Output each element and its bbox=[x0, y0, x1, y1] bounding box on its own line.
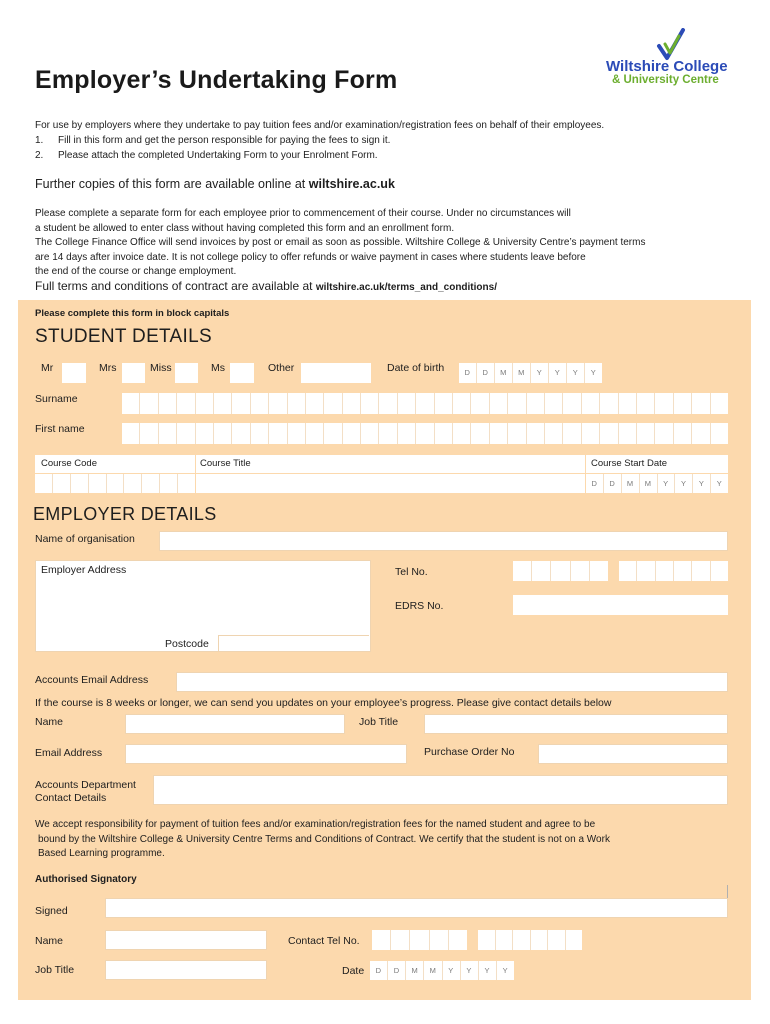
updates-note: If the course is 8 weeks or longer, we can send you updates on your employee’s progress. Please give contact details below bbox=[35, 697, 612, 709]
college-logo-name: Wiltshire College bbox=[606, 58, 728, 75]
title-ms-checkbox[interactable] bbox=[230, 363, 254, 383]
accounts-email-label: Accounts Email Address bbox=[35, 674, 149, 686]
organisation-input[interactable] bbox=[159, 531, 728, 551]
signatory-job-title-label: Job Title bbox=[35, 964, 75, 976]
title-miss-checkbox[interactable] bbox=[175, 363, 198, 383]
employer-details-heading: EMPLOYER DETAILS bbox=[33, 504, 217, 524]
tel-number-input[interactable] bbox=[619, 561, 728, 581]
further-copies-text: Further copies of this form are available online at wiltshire.ac.uk bbox=[35, 177, 395, 191]
postcode-label: Postcode bbox=[165, 638, 209, 650]
website-link[interactable]: wiltshire.ac.uk bbox=[308, 177, 395, 191]
signatory-heading: Authorised Signatory bbox=[35, 874, 137, 885]
college-logo-check-icon bbox=[655, 28, 687, 62]
employer-address-label: Employer Address bbox=[41, 564, 127, 576]
title-mrs-label: Mrs bbox=[99, 362, 117, 374]
signature-input[interactable] bbox=[105, 898, 728, 918]
intro-text bbox=[35, 118, 604, 163]
accounts-dept-input[interactable] bbox=[153, 775, 728, 805]
email-input[interactable] bbox=[125, 744, 407, 764]
dob-input[interactable]: D D M M Y Y Y Y bbox=[459, 363, 602, 383]
dob-label: Date of birth bbox=[387, 362, 445, 374]
contact-name-input[interactable] bbox=[125, 714, 345, 734]
page-title: Employer’s Undertaking Form bbox=[35, 66, 398, 94]
accounts-dept-label: Accounts Department Contact Details bbox=[35, 779, 136, 804]
course-start-date-input[interactable]: D D M M Y Y Y Y bbox=[586, 474, 728, 493]
declaration-text: We accept responsibility for payment of tuition fees and/or examination/registration fees for the named student and agree to be bound by the Wiltshire College & University Centre Terms and Conditions of Contract. We certify that the student is not on a Work Based Learning programme. bbox=[35, 819, 610, 859]
intro-line: For use by employers where they undertake to pay tuition fees and/or examination/registration fees on behalf of their employees. bbox=[35, 120, 605, 131]
course-code-input[interactable] bbox=[35, 474, 195, 493]
contact-tel-label: Contact Tel No. bbox=[288, 935, 360, 947]
organisation-label: Name of organisation bbox=[35, 533, 135, 545]
block-capitals-note: Please complete this form in block capitals bbox=[35, 308, 230, 319]
course-title-label: Course Title bbox=[200, 458, 251, 469]
tel-area-code-input[interactable] bbox=[513, 561, 608, 581]
list-item: 1. Fill in this form and get the person responsible for paying the fees to sign it. bbox=[35, 135, 391, 146]
terms-text: Full terms and conditions of contract are available at wiltshire.ac.uk/terms_and_conditions/ bbox=[35, 279, 497, 293]
accounts-email-input[interactable] bbox=[176, 672, 728, 692]
signed-date-label: Date bbox=[342, 965, 365, 977]
contact-job-title-label: Job Title bbox=[359, 716, 399, 728]
divider bbox=[727, 885, 728, 899]
student-details-heading: STUDENT DETAILS bbox=[35, 326, 212, 347]
course-title-header bbox=[196, 455, 585, 473]
tel-label: Tel No. bbox=[395, 566, 428, 578]
title-mrs-checkbox[interactable] bbox=[122, 363, 145, 383]
email-label: Email Address bbox=[35, 747, 103, 759]
title-mr-checkbox[interactable] bbox=[62, 363, 86, 383]
title-ms-label: Ms bbox=[211, 362, 225, 374]
course-title-input[interactable] bbox=[196, 474, 585, 493]
list-item: 2. Please attach the completed Undertaking Form to your Enrolment Form. bbox=[35, 150, 378, 161]
policy-paragraph: Please complete a separate form for each employee prior to commencement of their course. Under no circumstances will a student be allowed to enter class without having completed this form and an enrollment form. The College Finance Office will send invoices by post or email as soon as possible. Wiltshire College & University Centre’s payment terms are 14 days after invoice date. It is not college policy to offer refunds or waive payment in cases where students leave before the end of the course or change employment. bbox=[35, 208, 646, 277]
title-other-label: Other bbox=[268, 362, 295, 374]
instruction-list bbox=[35, 133, 604, 163]
signed-date-input[interactable]: D D M M Y Y Y Y bbox=[370, 961, 514, 980]
edrs-label: EDRS No. bbox=[395, 600, 444, 612]
signatory-name-input[interactable] bbox=[105, 930, 267, 950]
title-mr-label: Mr bbox=[41, 362, 54, 374]
terms-link[interactable]: wiltshire.ac.uk/terms_and_conditions/ bbox=[315, 282, 497, 293]
title-miss-label: Miss bbox=[150, 362, 172, 374]
postcode-input[interactable] bbox=[218, 635, 369, 651]
course-code-label: Course Code bbox=[41, 458, 97, 469]
contact-tel-area-input[interactable] bbox=[372, 930, 467, 950]
surname-label: Surname bbox=[35, 393, 78, 405]
college-logo-subtitle: & University Centre bbox=[612, 74, 719, 86]
surname-input[interactable] bbox=[122, 393, 728, 414]
contact-name-label: Name bbox=[35, 716, 64, 728]
signatory-job-title-input[interactable] bbox=[105, 960, 267, 980]
purchase-order-input[interactable] bbox=[538, 744, 728, 764]
first-name-label: First name bbox=[35, 423, 85, 435]
signed-label: Signed bbox=[35, 905, 68, 917]
signatory-name-label: Name bbox=[35, 935, 64, 947]
contact-tel-number-input[interactable] bbox=[478, 930, 582, 950]
purchase-order-label: Purchase Order No bbox=[424, 746, 515, 758]
course-start-label: Course Start Date bbox=[591, 458, 668, 469]
edrs-input[interactable] bbox=[513, 595, 728, 615]
first-name-input[interactable] bbox=[122, 423, 728, 444]
contact-job-title-input[interactable] bbox=[424, 714, 728, 734]
title-other-input[interactable] bbox=[301, 363, 371, 383]
